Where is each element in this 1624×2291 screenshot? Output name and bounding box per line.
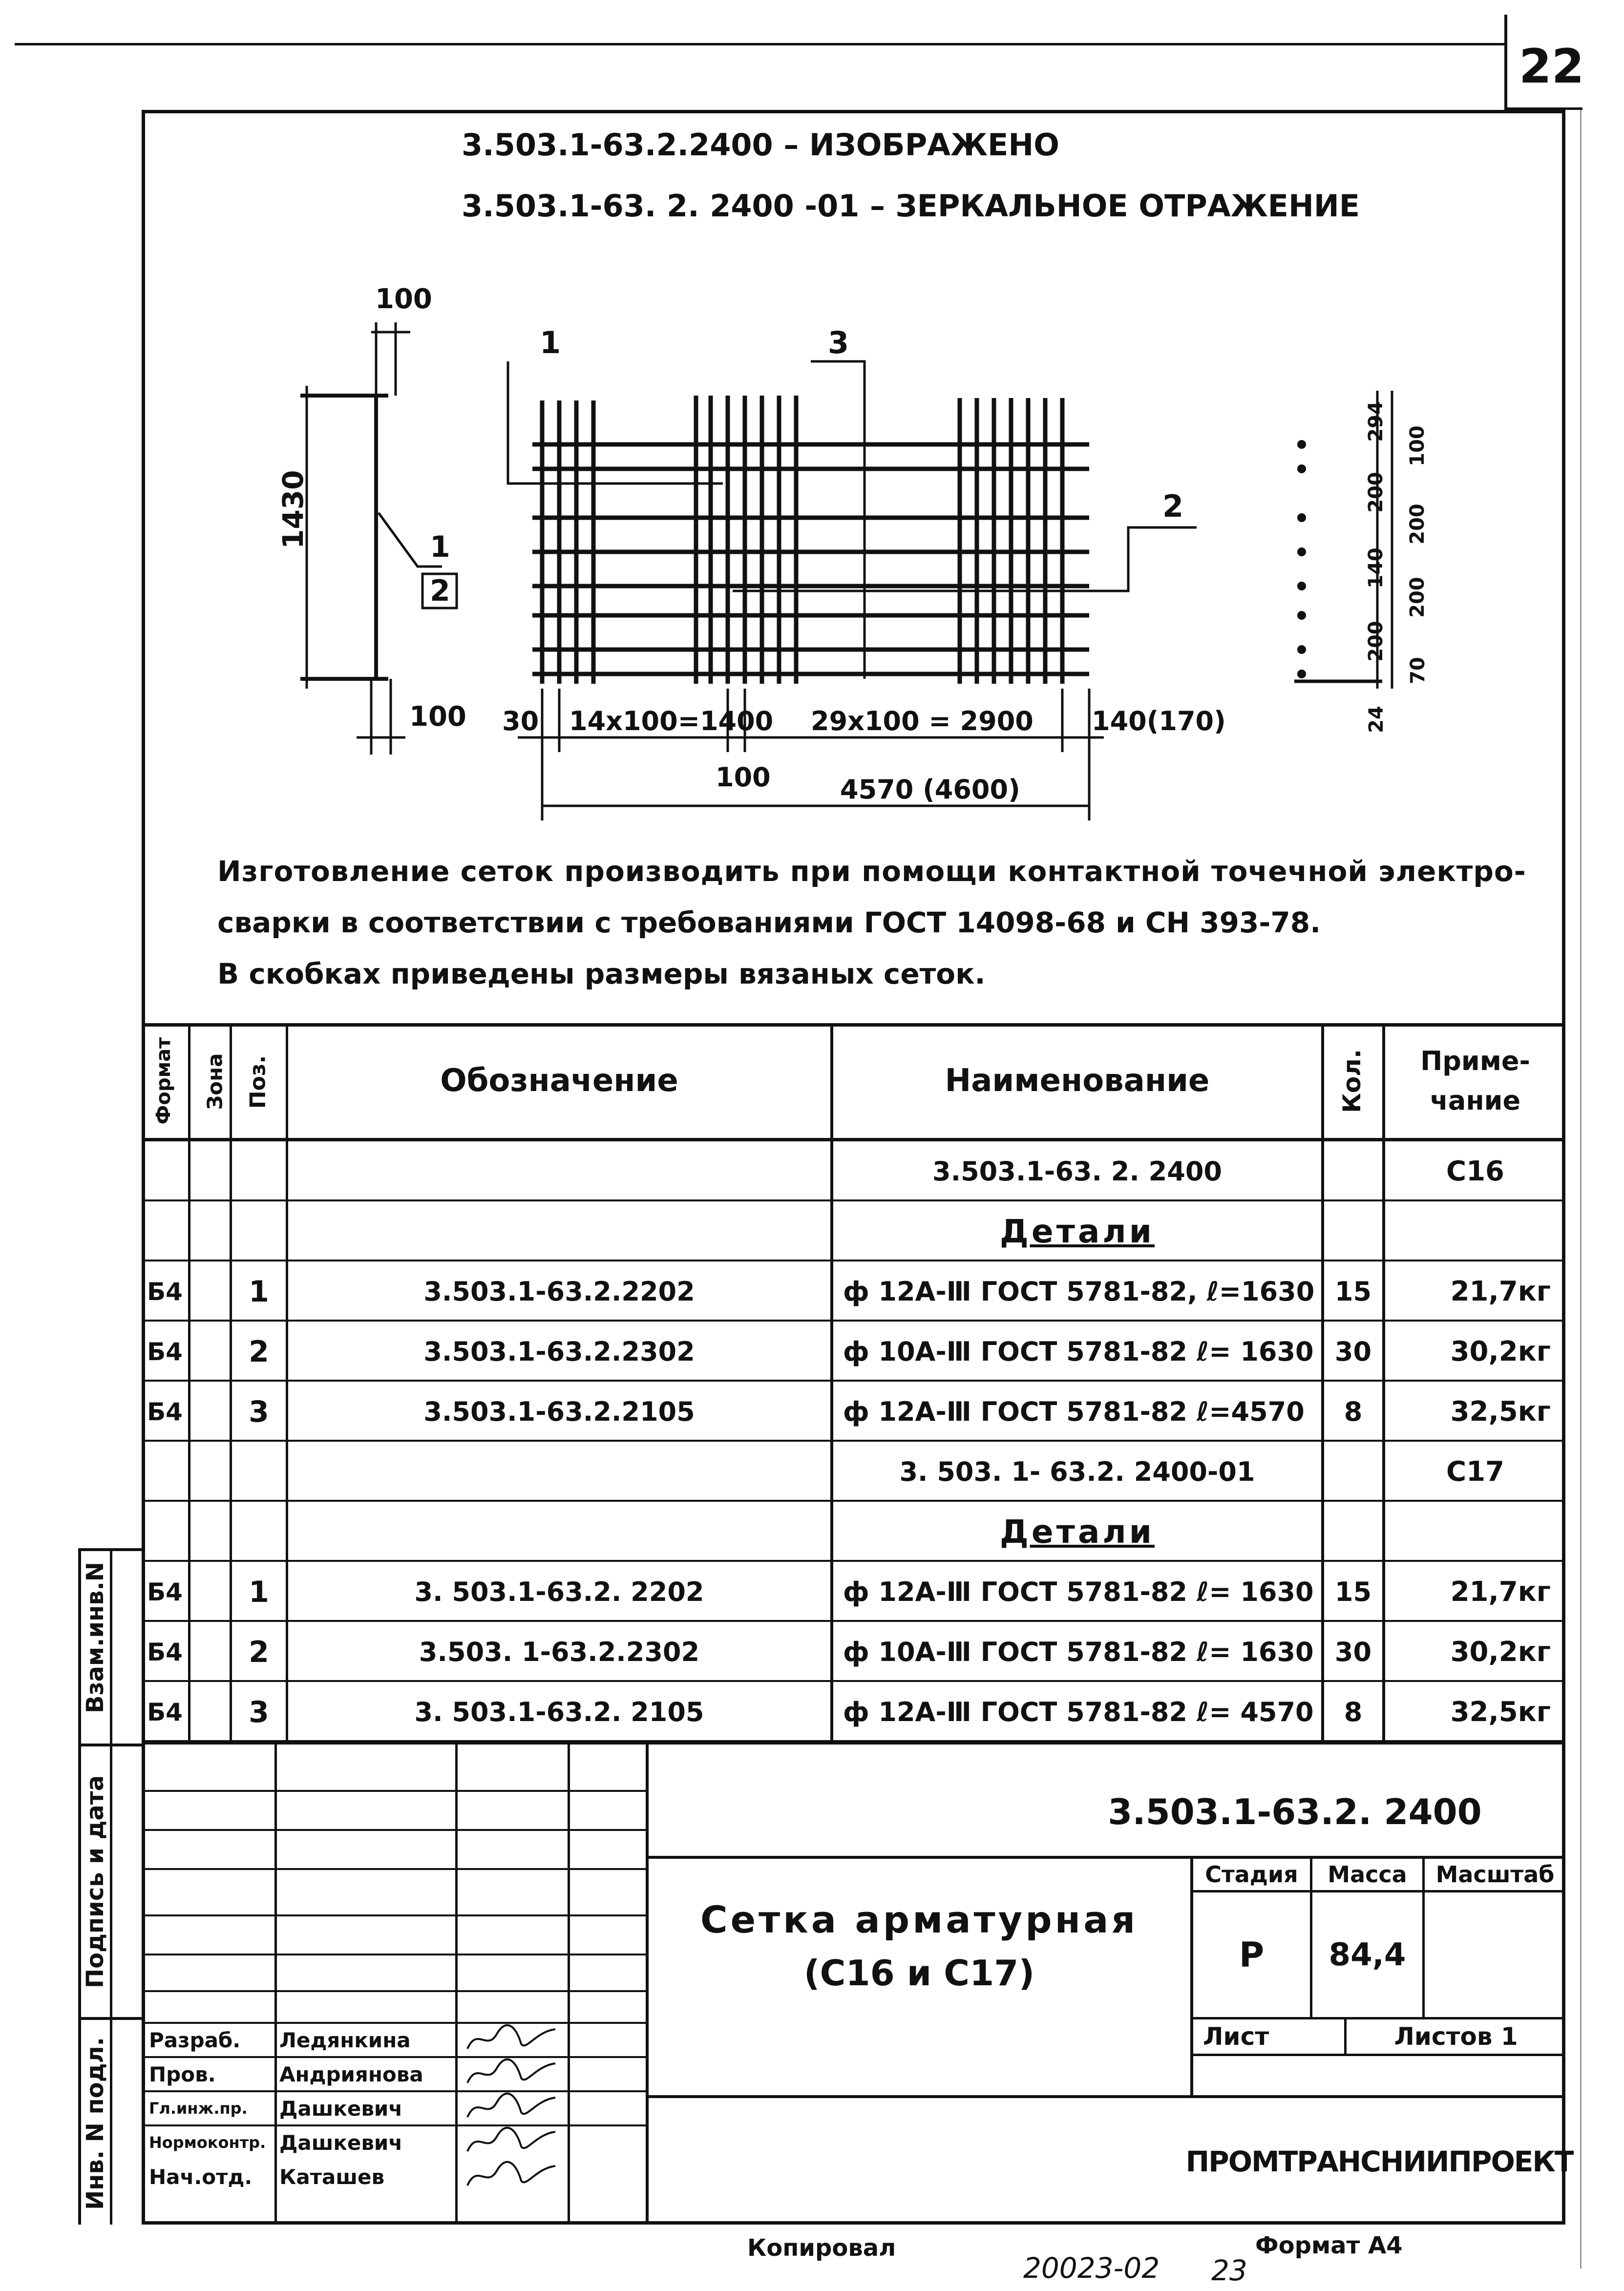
section-dim-200c: 200 — [1406, 504, 1429, 545]
tb-scale-value — [1425, 1892, 1565, 2017]
section-dim-200a: 200 — [1364, 472, 1387, 513]
dim-14x100: 14x100=1400 — [569, 706, 774, 736]
cell-note: 21,7кг — [1450, 1576, 1551, 1608]
section-bars — [1297, 440, 1306, 678]
signature-name: Андриянова — [279, 2062, 423, 2086]
cell-qty: 15 — [1334, 1576, 1372, 1607]
cell-format: Б4 — [147, 1638, 183, 1666]
header-pos: Поз. — [245, 1055, 271, 1109]
cell-name: 3.503.1-63. 2. 2400 — [932, 1156, 1222, 1187]
cell-qty: 8 — [1344, 1396, 1363, 1427]
strip-field-inv-original: Инв. N подл. — [82, 2037, 109, 2210]
section-bar-dot — [1297, 440, 1306, 449]
leader-3 — [811, 361, 865, 679]
cell-name: ф 12А-Ⅲ ГОСТ 5781-82 ℓ=4570 — [843, 1396, 1305, 1427]
cell-name: ф 10А-Ⅲ ГОСТ 5781-82 ℓ= 1630 — [843, 1336, 1314, 1367]
cell-note: 32,5кг — [1450, 1396, 1551, 1428]
cell-name: ф 10А-Ⅲ ГОСТ 5781-82 ℓ= 1630 — [843, 1637, 1314, 1667]
tb-sheets-label: Листов 1 — [1394, 2022, 1518, 2051]
cell-qty: 8 — [1344, 1697, 1363, 1727]
tb-row — [145, 1914, 648, 1916]
mesh-label-1: 1 — [540, 325, 561, 360]
cell-note: 30,2кг — [1450, 1636, 1551, 1668]
spec-table — [142, 1023, 1565, 1741]
section-dim-140: 140 — [1364, 547, 1387, 589]
cell-designation — [288, 1442, 830, 1502]
section-bar-dot — [1297, 547, 1306, 556]
cell-pos: 1 — [249, 1575, 269, 1609]
side-label-2: 2 — [430, 574, 450, 608]
cell-note: 21,7кг — [1450, 1276, 1551, 1307]
tb-row — [145, 1829, 648, 1831]
cell-pos: 3 — [249, 1394, 269, 1429]
cell-name: ф 12А-Ⅲ ГОСТ 5781-82 ℓ= 4570 — [843, 1697, 1314, 1727]
signature-name: Каташев — [279, 2165, 385, 2189]
mesh-label-2: 2 — [1162, 488, 1184, 524]
tb-sheet-row-bottom — [1190, 2054, 1565, 2056]
cell-pos: 1 — [249, 1274, 269, 1309]
tb-sheet-label: Лист — [1203, 2022, 1269, 2051]
note-line-1: Изготовление сеток производить при помощи контактной точечной электро- — [217, 855, 1526, 888]
tb-scale-label: Масштаб — [1435, 1861, 1555, 1888]
cell-name: 3. 503. 1- 63.2. 2400-01 — [899, 1456, 1255, 1487]
section-bar-dot — [1297, 670, 1306, 678]
strip-top — [78, 1548, 144, 1551]
header-name: Наименование — [945, 1062, 1210, 1099]
cell-note: С17 — [1446, 1456, 1505, 1488]
cell-format: Б4 — [147, 1577, 183, 1606]
header-line-2: 3.503.1-63. 2. 2400 -01 – ЗЕРКАЛЬНОЕ ОТРАЖЕНИЕ — [462, 188, 1360, 224]
signature-name: Дашкевич — [279, 2096, 403, 2121]
dim-30: 30 — [502, 706, 539, 736]
tb-row — [145, 1868, 648, 1870]
cell-pos — [232, 1201, 286, 1261]
cell-name: ф 12А-Ⅲ ГОСТ 5781-82 ℓ= 1630 — [843, 1576, 1314, 1607]
cell-format — [142, 1502, 188, 1562]
side-label-1: 1 — [430, 530, 450, 564]
cell-note: С16 — [1446, 1156, 1505, 1187]
tb-top — [145, 1741, 1565, 1745]
dim-100-mid: 100 — [716, 762, 771, 793]
cell-designation: 3.503.1-63.2.2302 — [423, 1336, 695, 1367]
cell-format: Б4 — [147, 1337, 183, 1366]
cell-format: Б4 — [147, 1698, 183, 1726]
handwritten-signature — [463, 2022, 560, 2056]
dim-1430: 1430 — [276, 470, 310, 549]
tb-doc-code: 3.503.1-63.2. 2400 — [1108, 1791, 1482, 1832]
tb-row — [145, 1954, 648, 1955]
section-dim-100: 100 — [1406, 425, 1429, 466]
strip-div-2 — [78, 2017, 144, 2020]
cell-designation: 3. 503.1-63.2. 2105 — [414, 1697, 704, 1727]
cell-qty: 30 — [1334, 1336, 1372, 1367]
footer-copied: Копировал — [747, 2234, 896, 2262]
section-bar-dot — [1297, 582, 1306, 590]
cell-designation: 3. 503.1-63.2. 2202 — [414, 1576, 704, 1607]
cell-pos: 2 — [249, 1635, 269, 1669]
cell-pos — [232, 1502, 286, 1562]
cell-qty — [1324, 1201, 1382, 1261]
cell-format: Б4 — [147, 1277, 183, 1306]
section-bar-dot — [1297, 611, 1306, 620]
tb-col — [274, 1741, 277, 2225]
cell-qty — [1324, 1502, 1382, 1562]
dim-top-100: 100 — [375, 283, 432, 315]
note-line-3: В скобках приведены размеры вязаных сеток. — [217, 957, 986, 990]
dim-total: 4570 (4600) — [840, 774, 1020, 805]
cell-designation — [288, 1141, 830, 1201]
signature-role: Пров. — [149, 2062, 216, 2086]
handwritten-signature — [463, 2056, 560, 2090]
footer-page: 23 — [1211, 2254, 1247, 2287]
header-line-1: 3.503.1-63.2.2400 – ИЗОБРАЖЕНО — [462, 127, 1059, 163]
signature-name: Ледянкина — [279, 2028, 411, 2052]
cell-note — [1385, 1201, 1565, 1261]
tb-title-line-1: Сетка арматурная — [700, 1897, 1139, 1941]
cell-qty: 30 — [1334, 1637, 1372, 1667]
leader-2 — [733, 527, 1197, 591]
cell-designation: 3.503.1-63.2.2105 — [423, 1396, 695, 1427]
signature-role: Нач.отд. — [149, 2165, 253, 2189]
cell-name: ф 12А-Ⅲ ГОСТ 5781-82, ℓ=1630 — [843, 1276, 1315, 1307]
section-dim-200b: 200 — [1364, 621, 1387, 662]
cell-format — [142, 1201, 188, 1261]
tb-mass-value: 84,4 — [1329, 1936, 1406, 1973]
cell-designation — [288, 1201, 830, 1261]
cell-name: Детали — [1000, 1513, 1155, 1551]
signature-name: Дашкевич — [279, 2130, 403, 2155]
strip-field-signature-date: Подпись и дата — [82, 1775, 109, 1988]
tb-row — [145, 1990, 648, 1992]
tb-stage-value: Р — [1239, 1934, 1265, 1975]
sheet-number: 22 — [1519, 39, 1584, 94]
cell-note — [1385, 1502, 1565, 1562]
strip-field-replaced-inv: Взам.инв.N — [82, 1562, 109, 1713]
cell-qty — [1324, 1141, 1382, 1201]
cell-qty — [1324, 1442, 1382, 1502]
cell-pos: 2 — [249, 1334, 269, 1369]
header-qty: Кол. — [1338, 1049, 1366, 1113]
cell-note: 30,2кг — [1450, 1336, 1551, 1367]
mesh-label-3: 3 — [828, 325, 849, 360]
cell-name: Детали — [1000, 1213, 1155, 1250]
tb-organization: ПРОМТРАНСНИИПРОЕКТ — [1185, 2144, 1573, 2178]
section-dim-24: 24 — [1365, 706, 1388, 733]
spec-header-bottom — [142, 1138, 1565, 1141]
header-designation: Обозначение — [440, 1062, 678, 1099]
header-format: Формат — [152, 1037, 175, 1125]
dim-140-170: 140(170) — [1092, 706, 1226, 736]
title-block — [145, 1741, 1573, 2225]
signature-role: Нормоконтр. — [149, 2133, 266, 2152]
signature-role: Гл.инж.пр. — [149, 2099, 248, 2118]
section-dim-70: 70 — [1406, 657, 1429, 684]
mesh-plan — [532, 396, 1089, 684]
tb-stage-label: Стадия — [1205, 1861, 1298, 1888]
tb-mass-label: Масса — [1328, 1861, 1407, 1888]
section-bar-dot — [1297, 464, 1306, 473]
cell-format: Б4 — [147, 1397, 183, 1426]
cell-format — [142, 1442, 188, 1502]
col-line-format — [188, 1023, 190, 1744]
tb-row — [145, 1790, 648, 1792]
section-bar-dot — [1297, 645, 1306, 654]
cell-designation: 3.503.1-63.2.2202 — [423, 1276, 695, 1307]
tb-col — [568, 1741, 570, 2225]
tb-title-line-2: (С16 и С17) — [803, 1953, 1035, 1994]
cell-pos: 3 — [249, 1695, 269, 1729]
strip-mid — [110, 1548, 112, 2225]
header-zone: Зона — [203, 1053, 227, 1110]
footer-number: 20023-02 — [1023, 2251, 1160, 2285]
cell-designation — [288, 1502, 830, 1562]
cell-pos — [232, 1141, 286, 1201]
dim-bottom-100: 100 — [409, 701, 466, 733]
handwritten-signature — [463, 2159, 560, 2193]
footer-format: Формат А4 — [1255, 2232, 1403, 2259]
cell-pos — [232, 1442, 286, 1502]
section-bar-dot — [1297, 513, 1306, 522]
cell-designation: 3.503. 1-63.2.2302 — [419, 1637, 700, 1667]
dim-29x100: 29x100 = 2900 — [811, 706, 1033, 736]
note-line-2: сварки в соответствии с требованиями ГОСТ 14098-68 и СН 393-78. — [217, 906, 1321, 939]
cell-qty: 15 — [1334, 1276, 1372, 1307]
cell-format — [142, 1141, 188, 1201]
handwritten-signature — [463, 2090, 560, 2124]
cell-note: 32,5кг — [1450, 1696, 1551, 1728]
header-note: Приме- чание — [1420, 1045, 1530, 1116]
section-dim-294: 294 — [1364, 401, 1387, 442]
strip-left — [78, 1548, 81, 2225]
signature-role: Разраб. — [149, 2028, 241, 2052]
section-dim-200d: 200 — [1406, 577, 1429, 618]
handwritten-signature — [463, 2124, 560, 2159]
strip-div-1 — [78, 1744, 144, 1746]
tb-col — [455, 1741, 458, 2225]
